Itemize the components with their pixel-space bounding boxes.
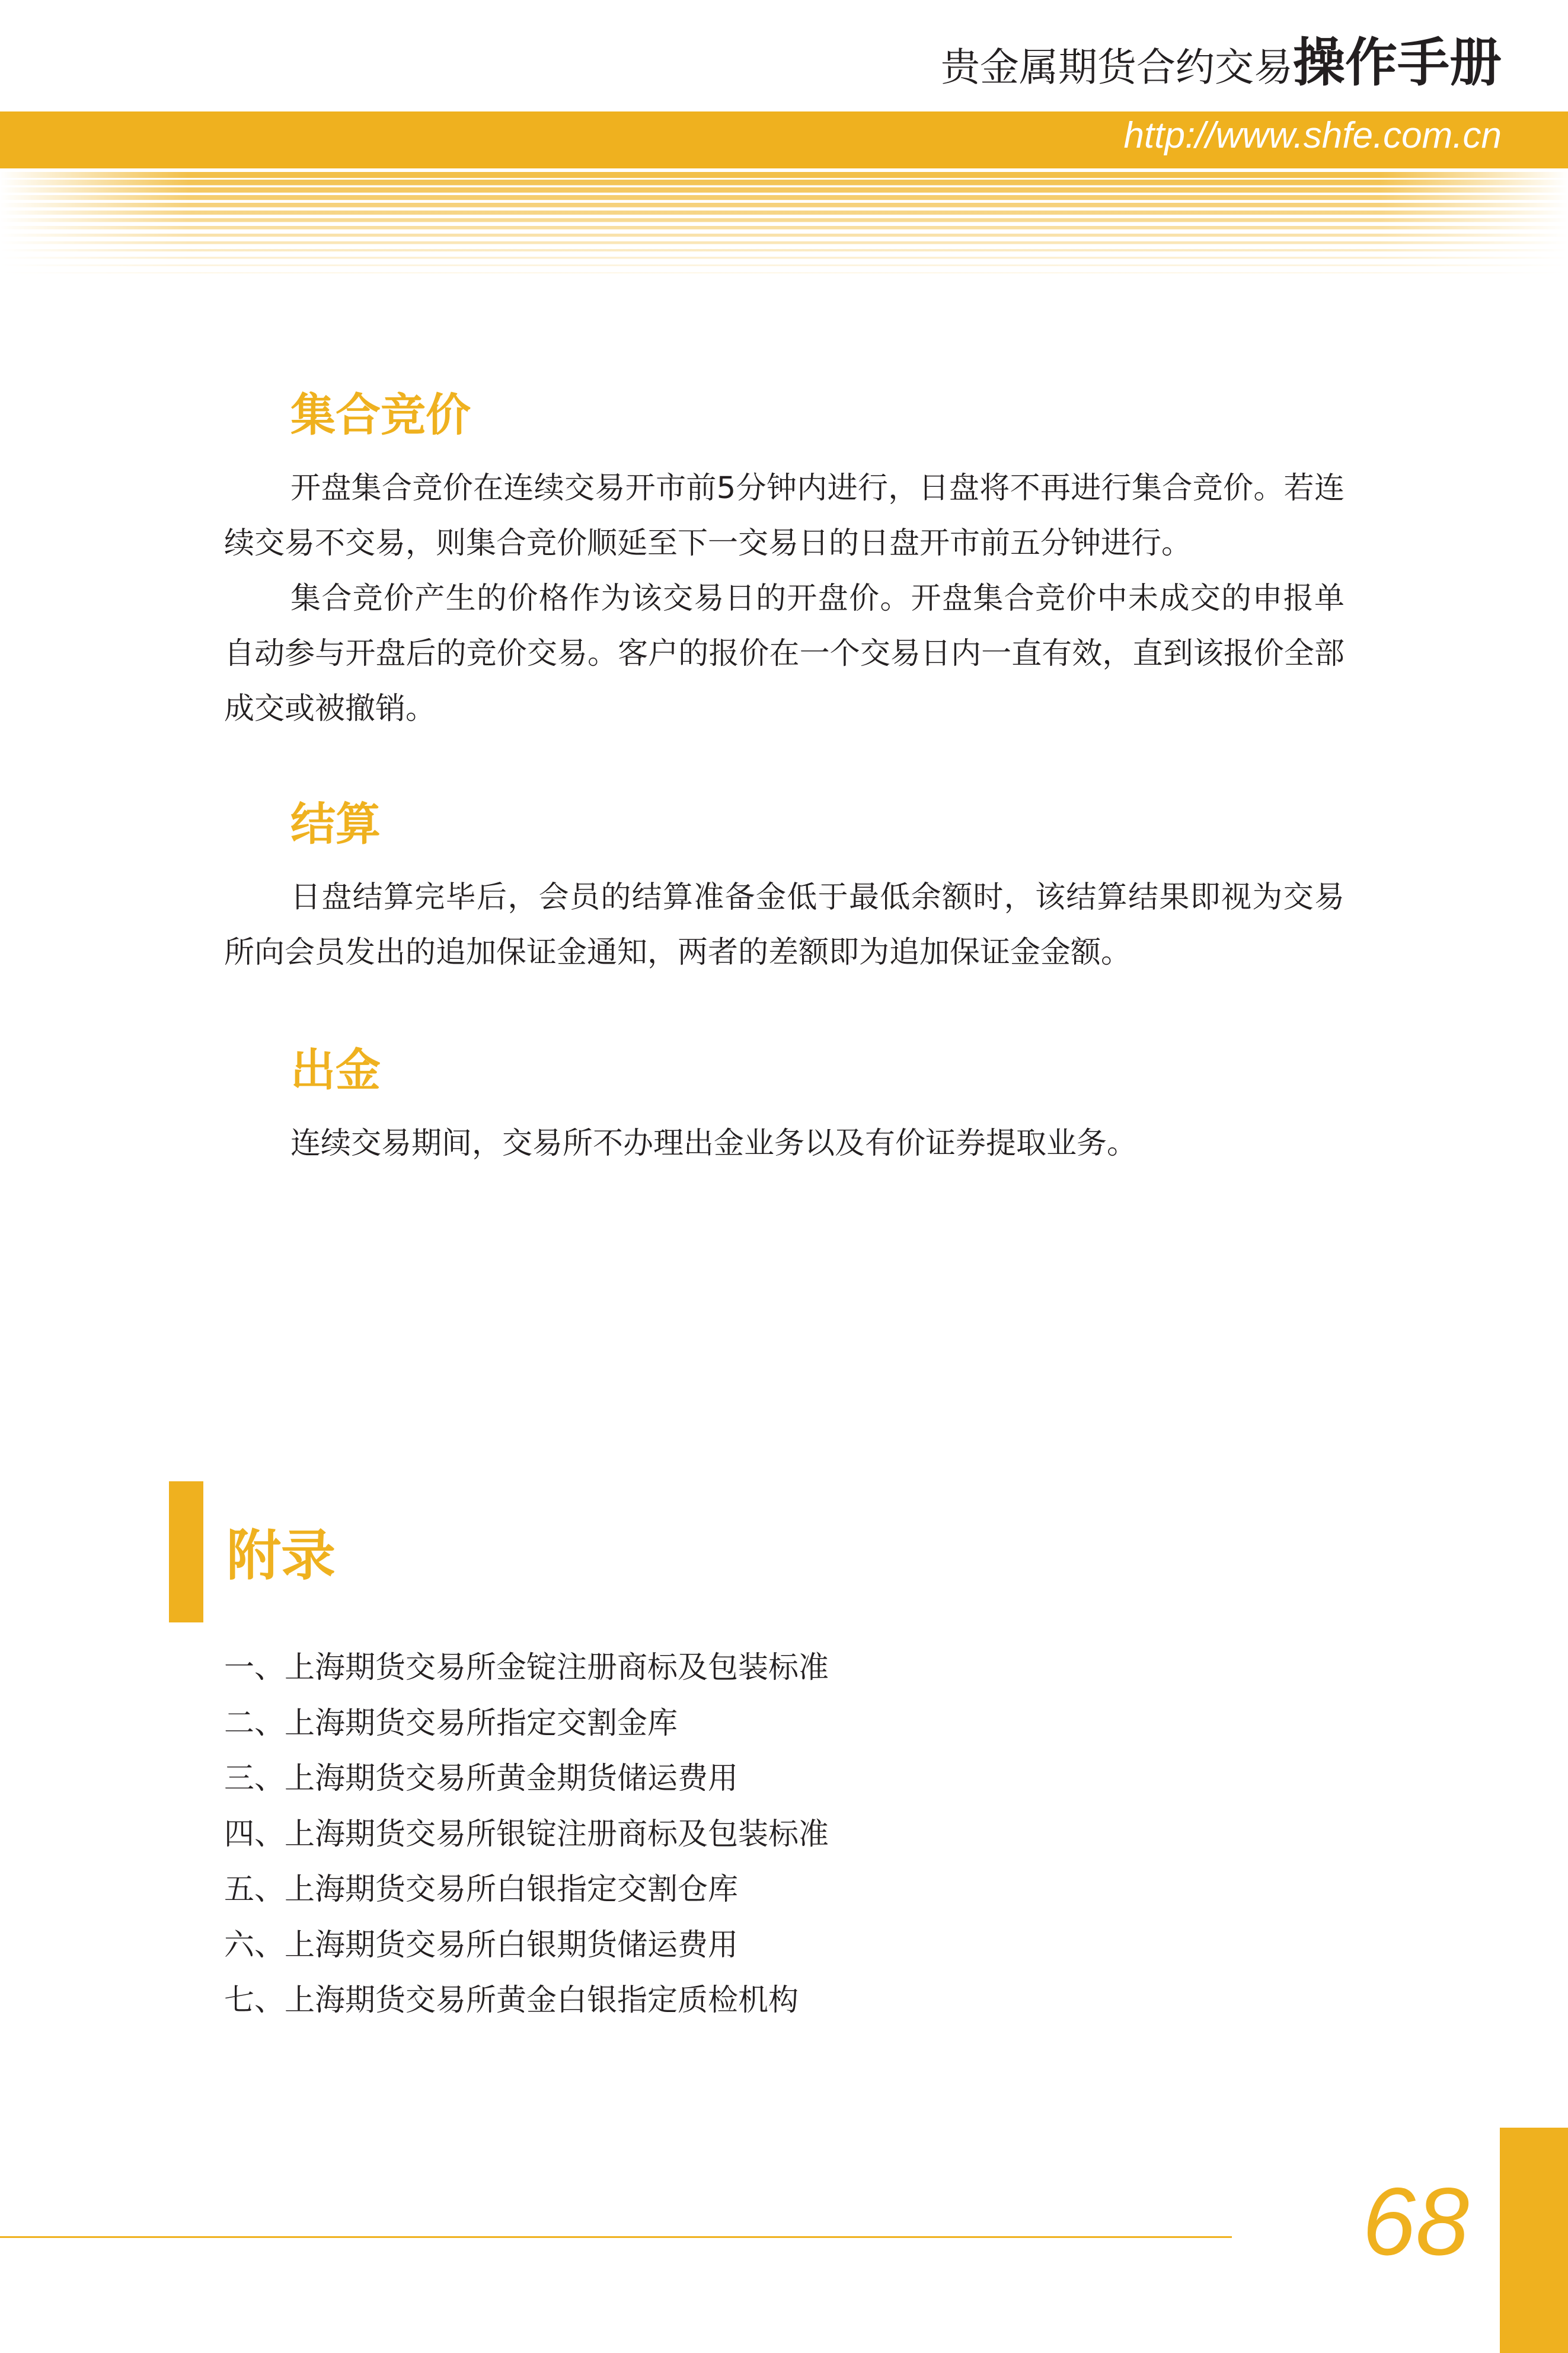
- appendix-item[interactable]: 七、上海期货交易所黄金白银指定质检机构: [224, 1983, 799, 2018]
- header-stripe: [0, 180, 1568, 185]
- header-stripe: [0, 264, 1568, 266]
- header-stripe: [0, 195, 1568, 200]
- header-stripe: [0, 272, 1568, 273]
- header-stripe: [0, 187, 1568, 193]
- header-stripe: [0, 203, 1568, 208]
- header-stripe: [0, 226, 1568, 229]
- corner-tab: [1500, 2128, 1568, 2353]
- header-stripe: [0, 218, 1568, 222]
- header-stripes: [0, 168, 1568, 287]
- appendix-item[interactable]: 二、上海期货交易所指定交割金库: [224, 1705, 678, 1741]
- page-number: 68: [1362, 2168, 1470, 2275]
- header-url[interactable]: http://www.shfe.com.cn: [1123, 115, 1502, 156]
- header-stripe: [0, 211, 1568, 215]
- footer-rule: [0, 2236, 1232, 2238]
- section-heading-auction: 集合竞价: [290, 388, 471, 441]
- paragraph-auction-1: 开盘集合竞价在连续交易开市前5分钟内进行，日盘将不再进行集合竞价。若连续交易不交易，则集合竞价顺延至下一交易日的日盘开市前五分钟进行。: [224, 471, 1345, 561]
- appendix-list: [224, 1640, 829, 2029]
- header-stripe: [0, 249, 1568, 251]
- header-title-suffix: 操作手册: [1292, 32, 1502, 93]
- paragraph-auction-2: 集合竞价产生的价格作为该交易日的开盘价。开盘集合竞价中未成交的申报单自动参与开盘后的竞价交易。客户的报价在一个交易日内一直有效，直到该报价全部成交或被撤销。: [224, 581, 1345, 726]
- section-heading-withdrawal: 出金: [290, 1044, 381, 1096]
- appendix-title: 附录: [226, 1524, 336, 1587]
- paragraph-withdrawal: 连续交易期间，交易所不办理出金业务以及有价证券提取业务。: [290, 1126, 1138, 1161]
- header-stripe: [0, 241, 1568, 244]
- paragraph-settlement: 日盘结算完毕后，会员的结算准备金低于最低余额时，该结算结果即视为交易所向会员发出的追加保证金通知，两者的差额即为追加保证金金额。: [224, 880, 1345, 970]
- header-title: [940, 32, 1502, 93]
- appendix-item[interactable]: 四、上海期货交易所银锭注册商标及包装标准: [224, 1816, 829, 1852]
- header-stripe: [0, 234, 1568, 237]
- appendix-item[interactable]: 六、上海期货交易所白银期货储运费用: [224, 1927, 739, 1963]
- appendix-item[interactable]: 三、上海期货交易所黄金期货储运费用: [224, 1761, 739, 1796]
- appendix-marker: [169, 1481, 203, 1622]
- appendix-item[interactable]: 一、上海期货交易所金锭注册商标及包装标准: [224, 1650, 829, 1685]
- header-stripe: [0, 172, 1568, 178]
- appendix-item[interactable]: 五、上海期货交易所白银指定交割仓库: [224, 1872, 739, 1907]
- header-stripe: [0, 257, 1568, 259]
- header-title-prefix: 贵金属期货合约交易: [940, 44, 1293, 90]
- section-heading-settlement: 结算: [290, 798, 381, 850]
